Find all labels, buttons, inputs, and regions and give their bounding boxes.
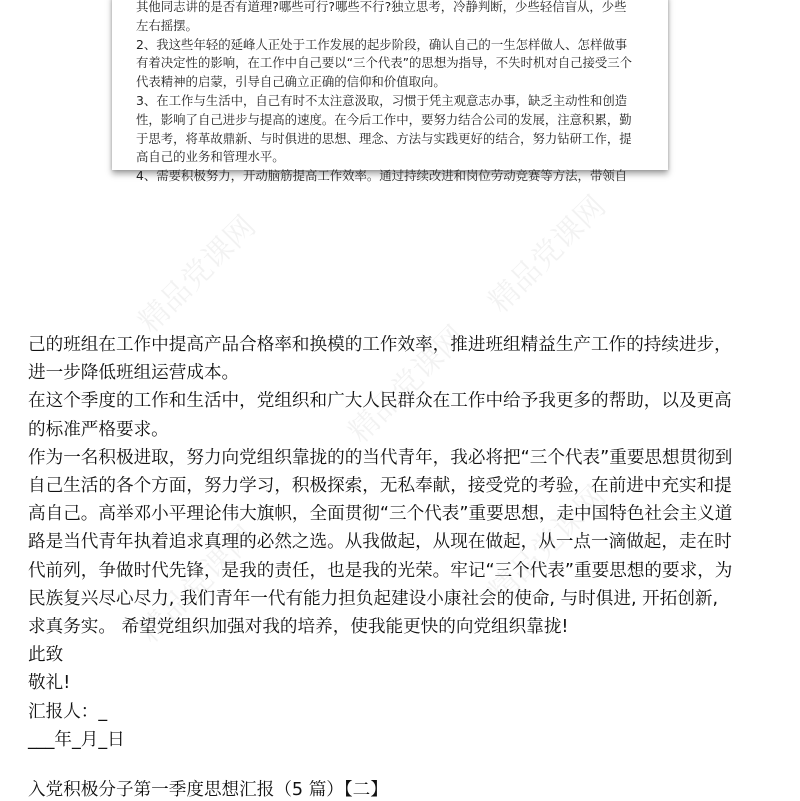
- embedded-text-line: 3、在工作与生活中，自己有时不太注意汲取，习惯于凭主观意志办事，缺乏主动性和创造: [136, 93, 628, 108]
- embedded-text-line: 4、需要积极努力，开动脑筋提高工作效率。通过持续改进和岗位劳动竞赛等方法，带领自: [136, 168, 628, 184]
- embedded-document-image: [112, 0, 668, 184]
- embedded-text-line: 于思考，将革故鼎新、与时俱进的思想、理念、方法与实践更好的结合，努力钻研工作，提: [136, 130, 632, 146]
- body-text-line: 己的班组在工作中提高产品合格率和换模的工作效率，推进班组精益生产工作的持续进步，: [28, 335, 732, 355]
- body-text-line: ___年_月_日: [28, 729, 125, 750]
- watermark-text: 精品党课网: [132, 209, 263, 340]
- watermark-text: 精品党课网: [342, 319, 473, 450]
- body-text-line: 作为一名积极进取，努力向党组织靠拢的的当代青年，我必将把“三个代表”重要思想贯彻到: [28, 447, 733, 468]
- watermark-text: 精品党课网: [482, 479, 613, 610]
- body-text-line: 民族复兴尽心尽力, 我们青年一代有能力担负起建设小康社会的使命, 与时俱进, 开拓创新,: [28, 588, 719, 609]
- watermark-text: 精品党课网: [132, 519, 263, 650]
- embedded-text-line: 其他同志讲的是否有道理?哪些可行?哪些不行?独立思考，冷静判断，少些轻信盲从，少些: [136, 0, 627, 14]
- embedded-text-line: 有着决定性的影响，在工作中自己要以“三个代表”的思想为指导，不失时机对自己接受三个: [136, 55, 633, 71]
- body-text-line: 求真务实。 希望党组织加强对我的培养，使我能更快的向党组织靠拢!: [28, 617, 569, 637]
- watermark-text: 精品党课网: [482, 189, 613, 320]
- body-text-line: 路是当代青年执着追求真理的必然之选。从我做起，从现在做起，从一点一滴做起，走在时: [28, 532, 732, 553]
- body-text-line: 高自己。高举邓小平理论伟大旗帜，全面贯彻“三个代表”重要思想，走中国特色社会主义道: [28, 504, 733, 525]
- embedded-text-line: 代表精神的启蒙，引导自己确立正确的信仰和价值取向。: [136, 74, 446, 90]
- embedded-text-line: 2、我这些年轻的延峰人正处于工作发展的起步阶段，确认自己的一生怎样做人、怎样做事: [136, 36, 628, 52]
- body-text-line: 的标准严格要求。: [28, 419, 169, 440]
- body-text-line: 此致: [28, 645, 64, 666]
- body-text-line: 代前列，争做时代先锋，是我的责任，也是我的光荣。牢记“三个代表”重要思想的要求，为: [28, 560, 733, 581]
- embedded-text-line: 性，影响了自己进步与提高的速度。在今后工作中，要努力结合公司的发展，注意积累，勤: [136, 111, 632, 127]
- body-text-line: 自己生活的各个方面，努力学习，积极探索，无私奉献，接受党的考验，在前进中充实和提: [28, 476, 732, 496]
- body-text-line: 汇报人：_: [28, 701, 108, 722]
- body-text-line: 敬礼!: [28, 673, 71, 694]
- embedded-text-line: 左右摇摆。: [136, 17, 198, 33]
- body-text-line: 在这个季度的工作和生活中，党组织和广大人民群众在工作中给予我更多的帮助，以及更高: [28, 391, 732, 412]
- embedded-text-line: 高自己的业务和管理水平。: [136, 149, 285, 165]
- next-section-title: 入党积极分子第一季度思想汇报（5 篇）【二】: [28, 780, 388, 800]
- body-text-line: 进一步降低班组运营成本。: [28, 363, 240, 384]
